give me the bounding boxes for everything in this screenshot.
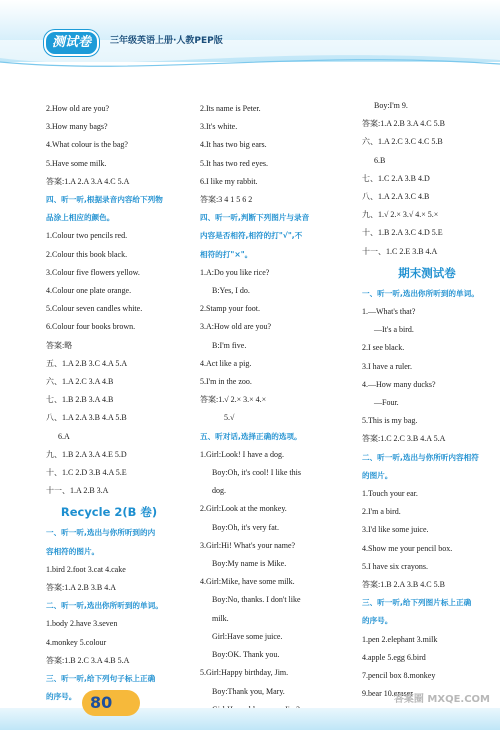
text-line: 九、1.B 2.A 3.A 4.E 5.D xyxy=(46,449,127,459)
question-heading: 二、听一听,选出你所听到的单词。 xyxy=(46,601,163,611)
text-line: 九、1.√ 2.× 3.√ 4.× 5.× xyxy=(362,210,439,220)
text-line: 2.I see black. xyxy=(362,343,405,353)
question-heading: 一、听一听,选出你所听到的单词。 xyxy=(362,288,479,298)
text-line: 4.—How many ducks? xyxy=(362,379,436,389)
text-line: 七、1.C 2.A 3.B 4.D xyxy=(362,173,430,183)
question-heading: 内容是否相符,相符的打"√",不 xyxy=(200,231,303,241)
text-line: dog. xyxy=(212,486,226,496)
question-heading: 的序号。 xyxy=(362,616,393,626)
text-line: B:Yes, I do. xyxy=(212,286,250,296)
text-line: milk. xyxy=(212,613,229,623)
text-line: —It's a bird. xyxy=(374,325,414,335)
text-line: 十、1.C 2.D 3.B 4.A 5.E xyxy=(46,468,127,478)
text-line: 答案:1.√ 2.× 3.× 4.× xyxy=(200,395,267,405)
text-line: 9.bear 10.eraser xyxy=(362,689,413,699)
question-heading: 相符的打"×"。 xyxy=(200,249,253,259)
text-line: 七、1.B 2.B 3.A 4.B xyxy=(46,395,114,405)
question-heading: 二、听一听,选出与你所听内容相符 xyxy=(362,452,479,462)
column-right xyxy=(362,97,492,722)
text-line: 五、1.A 2.B 3.C 4.A 5.A xyxy=(46,358,128,368)
text-line: 2.Its name is Peter. xyxy=(200,104,261,113)
text-line: 2.Colour this book black. xyxy=(46,249,128,259)
text-line: 3.Colour five flowers yellow. xyxy=(46,267,140,277)
text-line: 2.I'm a bird. xyxy=(362,507,401,517)
text-line: 2.Girl:Look at the monkey. xyxy=(200,504,287,514)
text-line: 1.A:Do you like rice? xyxy=(200,267,270,277)
column-left xyxy=(46,100,172,725)
text-line: 八、1.A 2.A 3.C 4.B xyxy=(362,192,430,202)
text-line: 5.I have six crayons. xyxy=(362,561,428,571)
text-line: 六、1.A 2.C 3.A 4.B xyxy=(46,377,114,387)
text-line: 5.This is my bag. xyxy=(362,416,418,426)
text-line: 3.How many bags? xyxy=(46,122,108,132)
text-line: 1.bird 2.foot 3.cat 4.cake xyxy=(46,564,126,574)
text-line: 6.I like my rabbit. xyxy=(200,176,258,186)
text-line: 4.What colour is the bag? xyxy=(46,140,128,150)
watermark: 答案圈 MXQE.COM xyxy=(393,694,490,705)
text-line: 答案:1.B 2.A 3.B 4.C 5.B xyxy=(362,580,445,590)
question-heading: 的序号。 xyxy=(46,692,77,702)
text-line: 答案:1.A 2.B 3.B 4.A xyxy=(46,583,117,593)
text-line: Boy:Thank you, Mary. xyxy=(212,686,285,696)
question-heading: 容相符的图片。 xyxy=(46,546,100,556)
text-line: 3.I'd like some juice. xyxy=(362,525,429,535)
text-line: 1.pen 2.elephant 3.milk xyxy=(362,634,438,644)
text-line: 答案:3 4 1 5 6 2 xyxy=(200,195,253,205)
text-line: 4.apple 5.egg 6.bird xyxy=(362,652,426,662)
question-heading: 品涂上相应的颜色。 xyxy=(46,213,115,223)
text-line: 7.pencil box 8.monkey xyxy=(362,671,436,681)
text-line: Boy:My name is Mike. xyxy=(212,559,287,569)
text-line: 1.—What's that? xyxy=(362,307,416,317)
text-line: 3.Girl:Hi! What's your name? xyxy=(200,540,296,550)
text-line: 1.Colour two pencils red. xyxy=(46,231,128,241)
text-line: 3.A:How old are you? xyxy=(200,322,272,332)
text-line: 4.Show me your pencil box. xyxy=(362,543,453,553)
text-line: 5.Girl:Happy birthday, Jim. xyxy=(200,668,289,678)
text-line: 八、1.A 2.A 3.B 4.A 5.B xyxy=(46,413,127,423)
text-line: 答案:1.C 2.C 3.B 4.A 5.A xyxy=(362,434,446,444)
text-line: 6.Colour four books brown. xyxy=(46,322,136,332)
book-title: 三年级英语上册·人教PEP版 xyxy=(110,36,223,46)
question-heading: 三、听一听,给下列图片标上正确 xyxy=(362,598,472,608)
text-line: Boy:OK. Thank you. xyxy=(212,650,280,660)
question-heading: 三、听一听,给下列句子标上正确 xyxy=(46,674,156,684)
text-line: 4.Girl:Mike, have some milk. xyxy=(200,577,295,587)
text-line: 5.I'm in the zoo. xyxy=(200,377,252,387)
question-heading: 的图片。 xyxy=(362,470,393,480)
text-line: 4.It has two big ears. xyxy=(200,140,267,150)
text-line: 5.Have some milk. xyxy=(46,158,107,168)
text-line: 答案:1.A 2.A 3.A 4.C 5.A xyxy=(46,176,130,186)
text-line: 4.Act like a pig. xyxy=(200,358,252,368)
text-line: Boy:Oh, it's cool! I like this xyxy=(212,468,301,478)
text-line: 十一、1.A 2.B 3.A xyxy=(46,486,109,496)
text-line: 六、1.A 2.C 3.C 4.C 5.B xyxy=(362,137,443,147)
text-line: 1.Girl:Look! I have a dog. xyxy=(200,449,284,459)
text-line: 2.How old are you? xyxy=(46,104,110,113)
section-title: Recycle 2(B 卷) xyxy=(60,505,158,520)
text-line: 十一、1.C 2.E 3.B 4.A xyxy=(362,246,438,256)
text-line: 答案:略 xyxy=(46,340,73,350)
question-heading: 四、听一听,根据录音内容给下列物 xyxy=(46,195,163,205)
text-line: 4.Colour one plate orange. xyxy=(46,286,132,296)
question-heading: 四、听一听,判断下列图片与录音 xyxy=(200,213,310,223)
question-heading: 五、听对话,选择正确的选项。 xyxy=(200,431,302,441)
footer-band xyxy=(0,708,500,730)
page-number-badge xyxy=(82,690,142,720)
text-line: 十、1.B 2.A 3.C 4.D 5.E xyxy=(362,228,443,238)
text-line: Girl:Have some juice. xyxy=(212,631,283,641)
text-line: 3.I have a ruler. xyxy=(362,361,412,371)
text-line: 5.√ xyxy=(224,413,235,423)
text-line: 答案:1.B 2.C 3.A 4.B 5.A xyxy=(46,655,130,665)
page-number: 80 xyxy=(90,693,113,712)
text-line: 6.A xyxy=(58,431,70,441)
text-line: 5.Colour seven candles white. xyxy=(46,304,143,314)
series-logo: 测试卷 xyxy=(44,30,99,56)
text-line: —Four. xyxy=(374,398,399,408)
section-title: 期末测试卷 xyxy=(398,265,456,280)
text-line: 6.B xyxy=(374,155,386,165)
text-line: 答案:1.A 2.B 3.A 4.C 5.B xyxy=(362,119,445,129)
text-line: 5.It has two red eyes. xyxy=(200,158,268,168)
text-line: Boy:No, thanks. I don't like xyxy=(212,595,301,605)
text-line: B:I'm five. xyxy=(212,340,247,350)
text-line: Boy:Oh, it's very fat. xyxy=(212,522,279,532)
text-line: 1.body 2.have 3.seven xyxy=(46,619,118,629)
text-line: 2.Stamp your foot. xyxy=(200,304,260,314)
text-line: 1.Touch your ear. xyxy=(362,489,418,499)
text-line: 4.monkey 5.colour xyxy=(46,637,107,647)
question-heading: 一、听一听,选出与你所听到的内 xyxy=(46,528,156,538)
text-line: Boy:I'm 9. xyxy=(374,101,408,110)
text-line: 3.It's white. xyxy=(200,122,238,132)
column-middle xyxy=(200,100,350,719)
